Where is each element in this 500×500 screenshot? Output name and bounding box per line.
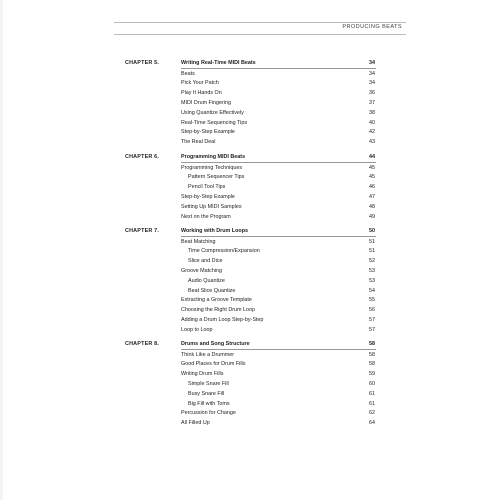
toc-entry[interactable]	[0, 361, 500, 371]
toc-page-number: 40	[369, 119, 375, 126]
toc-entry-title: Programming Techniques	[181, 164, 243, 171]
toc-subentry-title: Pencil Tool Tips	[188, 184, 226, 191]
chapter-divider	[181, 349, 376, 350]
toc-entry-title: Think Like a Drummer	[181, 351, 235, 358]
toc-entry[interactable]	[0, 352, 500, 362]
toc-entry[interactable]	[0, 258, 500, 268]
toc-entry[interactable]	[0, 420, 500, 430]
toc-page-number: 53	[369, 277, 375, 284]
toc-entry[interactable]	[0, 184, 500, 194]
toc-entry[interactable]	[0, 139, 500, 149]
chapter-label: CHAPTER 7.	[125, 228, 160, 234]
toc-page-number: 43	[369, 139, 375, 146]
toc-entry[interactable]	[0, 110, 500, 120]
chapter-page-number: 44	[369, 154, 375, 160]
toc-page-number: 62	[369, 410, 375, 417]
toc-entry-title: Loop to Loop	[181, 326, 213, 333]
toc-subentry-title: Audio Quantize	[188, 277, 225, 284]
toc-page-number: 34	[369, 80, 375, 87]
toc-page-number: 60	[369, 380, 375, 387]
toc-subentry-title: Time Compression/Expansion	[188, 248, 260, 255]
toc-page-number: 36	[369, 90, 375, 97]
toc-page-number: 38	[369, 109, 375, 116]
toc-page-number: 51	[369, 238, 375, 245]
toc-entry[interactable]	[0, 129, 500, 139]
toc-entry[interactable]	[0, 194, 500, 204]
toc-entry[interactable]	[0, 278, 500, 288]
toc-page-number: 54	[369, 287, 375, 294]
chapter-page-number: 58	[369, 341, 375, 347]
toc-subentry-title: Slice and Dice	[188, 258, 223, 265]
toc-page-number: 52	[369, 258, 375, 265]
toc-entry-title: Choosing the Right Drum Loop	[181, 307, 256, 314]
chapter-label: CHAPTER 6.	[125, 154, 160, 160]
toc-entry[interactable]	[0, 410, 500, 420]
toc-entry[interactable]	[0, 307, 500, 317]
toc-page-number: 57	[369, 326, 375, 333]
toc-page-number: 45	[369, 164, 375, 171]
toc-entry-title: Extracting a Groove Template	[181, 297, 252, 304]
toc-entry[interactable]	[0, 90, 500, 100]
chapter-title[interactable]: Writing Real-Time MIDI Beats	[181, 60, 256, 66]
chapter-page-number: 50	[369, 228, 375, 234]
toc-page-number: 55	[369, 297, 375, 304]
toc-entry[interactable]	[0, 327, 500, 337]
toc-subentry-title: Busy Snare Fill	[188, 390, 225, 397]
toc-page-number: 61	[369, 390, 375, 397]
toc-page-number: 34	[369, 70, 375, 77]
toc-subentry-title: Pattern Sequencer Tips	[188, 174, 245, 181]
toc-entry-title: Beat Matching	[181, 238, 216, 245]
toc-subentry-title: Simple Snare Fill	[188, 380, 229, 387]
toc-entry[interactable]	[0, 248, 500, 258]
toc-entry-title: Good Places for Drum Fills	[181, 361, 246, 368]
toc-entry-title: Using Quantize Effectively	[181, 109, 244, 116]
toc-entry[interactable]	[0, 204, 500, 214]
toc-entry-title: Pick Your Patch	[181, 80, 219, 87]
toc-entry[interactable]	[0, 239, 500, 249]
toc-entry-title: Next on the Program	[181, 213, 231, 220]
running-header	[114, 22, 406, 35]
toc-page-number: 48	[369, 203, 375, 210]
toc-subentry-title: Beat Slice Quantize	[188, 287, 236, 294]
toc-entry-title: Setting Up MIDI Samples	[181, 203, 242, 210]
toc-page-number: 58	[369, 351, 375, 358]
toc-entry[interactable]	[0, 214, 500, 224]
toc-page-number: 64	[369, 420, 375, 427]
toc-page-number: 53	[369, 267, 375, 274]
toc-page-number: 37	[369, 99, 375, 106]
toc-entry-title: All Filled Up	[181, 420, 210, 427]
chapter-title[interactable]: Programming MIDI Beats	[181, 154, 246, 160]
toc-page-number: 46	[369, 184, 375, 191]
toc-page-number: 59	[369, 371, 375, 378]
toc-page-number: 58	[369, 361, 375, 368]
toc-entry-title: The Real Deal	[181, 139, 216, 146]
toc-page-number: 42	[369, 129, 375, 136]
toc-entry-title: Groove Matching	[181, 267, 223, 274]
toc-entry-title: Step-by-Step Example	[181, 129, 235, 136]
toc-entry[interactable]	[0, 71, 500, 81]
toc-entry-title: Play It Hands On	[181, 90, 222, 97]
toc-entry[interactable]	[0, 381, 500, 391]
toc-page-number: 57	[369, 316, 375, 323]
chapter-divider	[181, 68, 376, 69]
toc-entry-title: Writing Drum Fills	[181, 371, 224, 378]
toc-subentry-title: Big Fill with Toms	[188, 400, 230, 407]
toc-entry[interactable]	[0, 371, 500, 381]
toc-entry[interactable]	[0, 288, 500, 298]
toc-entry[interactable]	[0, 297, 500, 307]
toc-page-number: 45	[369, 174, 375, 181]
chapter-divider	[181, 236, 376, 237]
toc-entry[interactable]	[0, 268, 500, 278]
toc-entry-title: Beats	[181, 70, 195, 77]
chapter-title[interactable]: Drums and Song Structure	[181, 341, 250, 347]
toc-entry[interactable]	[0, 317, 500, 327]
toc-page-number: 47	[369, 193, 375, 200]
toc-page-number: 49	[369, 213, 375, 220]
chapter-label: CHAPTER 5.	[125, 60, 160, 66]
toc-entry-title: Adding a Drum Loop Step-by-Step	[181, 316, 264, 323]
running-title: PRODUCING BEATS	[342, 24, 402, 30]
chapter-page-number: 34	[369, 60, 375, 66]
toc-page-number: 56	[369, 307, 375, 314]
toc-entry-title: Step-by-Step Example	[181, 193, 235, 200]
toc-page-number: 61	[369, 400, 375, 407]
toc-entry[interactable]	[0, 165, 500, 175]
toc-entry[interactable]	[0, 120, 500, 130]
toc-entry-title: Real-Time Sequencing Tips	[181, 119, 248, 126]
toc-page-number: 51	[369, 248, 375, 255]
toc-entry[interactable]	[0, 100, 500, 110]
toc-entry-title: MIDI Drum Fingering	[181, 99, 232, 106]
chapter-title[interactable]: Working with Drum Loops	[181, 228, 248, 234]
chapter-divider	[181, 162, 376, 163]
toc-entry[interactable]	[0, 80, 500, 90]
chapter-label: CHAPTER 8.	[125, 341, 160, 347]
toc-entry[interactable]	[0, 391, 500, 401]
toc-entry-title: Percussion for Change	[181, 410, 236, 417]
toc-entry[interactable]	[0, 401, 500, 411]
toc-entry[interactable]	[0, 174, 500, 184]
